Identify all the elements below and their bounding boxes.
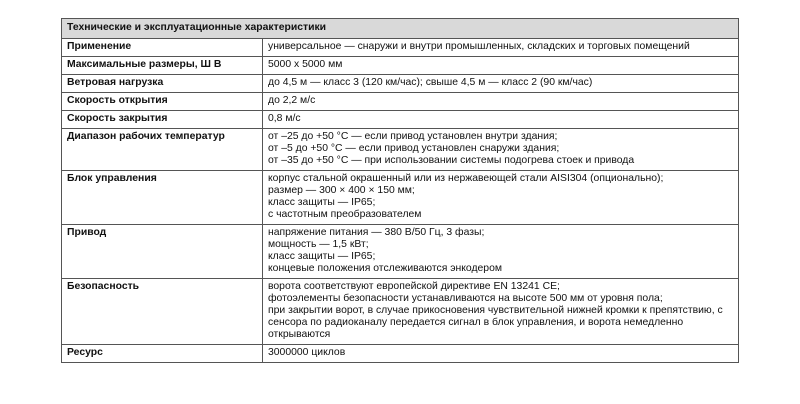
row-value-line: при закрытии ворот, в случае прикосновения чувствительной нижней кромки к препятствию, с <box>268 305 723 316</box>
row-value-line: ворота соответствуют европейской директиве EN 13241 CE; <box>268 281 560 292</box>
table-row <box>62 111 739 129</box>
row-value-line: 5000 x 5000 мм <box>268 59 343 70</box>
row-value-line: размер — 300 × 400 × 150 мм; <box>268 185 415 196</box>
row-value-line: концевые положения отслеживаются энкодером <box>268 263 503 274</box>
row-value <box>263 39 739 57</box>
row-value-line: с частотным преобразователем <box>268 209 422 220</box>
row-value-line: корпус стальной окрашенный или из нержавеющей стали AISI304 (опционально); <box>268 173 664 184</box>
row-value <box>263 129 739 171</box>
table-row <box>62 225 739 279</box>
row-value-line: сенсора по радиоканалу передается сигнал в блок управления, и ворота немедленно <box>268 317 684 328</box>
row-label: Диапазон рабочих температур <box>62 129 263 171</box>
row-value-line: универсальное — снаружи и внутри промышленных, складских и торговых помещений <box>268 41 690 52</box>
table-row <box>62 345 739 363</box>
row-label: Максимальные размеры, Ш В <box>62 57 263 75</box>
row-label: Скорость открытия <box>62 93 263 111</box>
row-label: Безопасность <box>62 279 263 345</box>
row-value <box>263 75 739 93</box>
table-caption: Технические и эксплуатационные характеристики <box>62 19 739 39</box>
row-value-line: фотоэлементы безопасности устанавливаются на высоте 500 мм от уровня пола; <box>268 293 663 304</box>
row-value-line: 0,8 м/с <box>268 113 301 124</box>
row-value-line: до 4,5 м — класс 3 (120 км/час); свыше 4,5 м — класс 2 (90 км/час) <box>268 77 593 88</box>
table-row <box>62 39 739 57</box>
row-label: Ресурс <box>62 345 263 363</box>
row-value <box>263 345 739 363</box>
row-value-line: класс защиты — IP65; <box>268 197 376 208</box>
row-value-line: от –35 до +50 °C — при использовании системы подогрева стоек и привода <box>268 155 635 166</box>
row-value <box>263 57 739 75</box>
row-value-line: открываются <box>268 329 331 340</box>
row-value <box>263 111 739 129</box>
row-label: Привод <box>62 225 263 279</box>
row-value-line: до 2,2 м/с <box>268 95 316 106</box>
row-value-line: мощность — 1,5 кВт; <box>268 239 369 250</box>
table-row <box>62 129 739 171</box>
table-caption-row <box>62 19 739 39</box>
row-value-line: класс защиты — IP65; <box>268 251 376 262</box>
row-label: Ветровая нагрузка <box>62 75 263 93</box>
row-label: Применение <box>62 39 263 57</box>
table-row <box>62 93 739 111</box>
row-value-line: от –5 до +50 °C — если привод установлен снаружи здания; <box>268 143 560 154</box>
row-value <box>263 93 739 111</box>
table-row <box>62 75 739 93</box>
row-value-line: от –25 до +50 °C — если привод установлен внутри здания; <box>268 131 558 142</box>
table-row <box>62 171 739 225</box>
table-row <box>62 57 739 75</box>
spec-table <box>61 18 739 363</box>
row-value-line: 3000000 циклов <box>268 347 346 358</box>
row-value <box>263 171 739 225</box>
spec-table-container <box>61 18 739 363</box>
row-value <box>263 225 739 279</box>
row-label: Блок управления <box>62 171 263 225</box>
row-value <box>263 279 739 345</box>
row-value-line: напряжение питания — 380 В/50 Гц, 3 фазы; <box>268 227 485 238</box>
row-label: Скорость закрытия <box>62 111 263 129</box>
table-row <box>62 279 739 345</box>
